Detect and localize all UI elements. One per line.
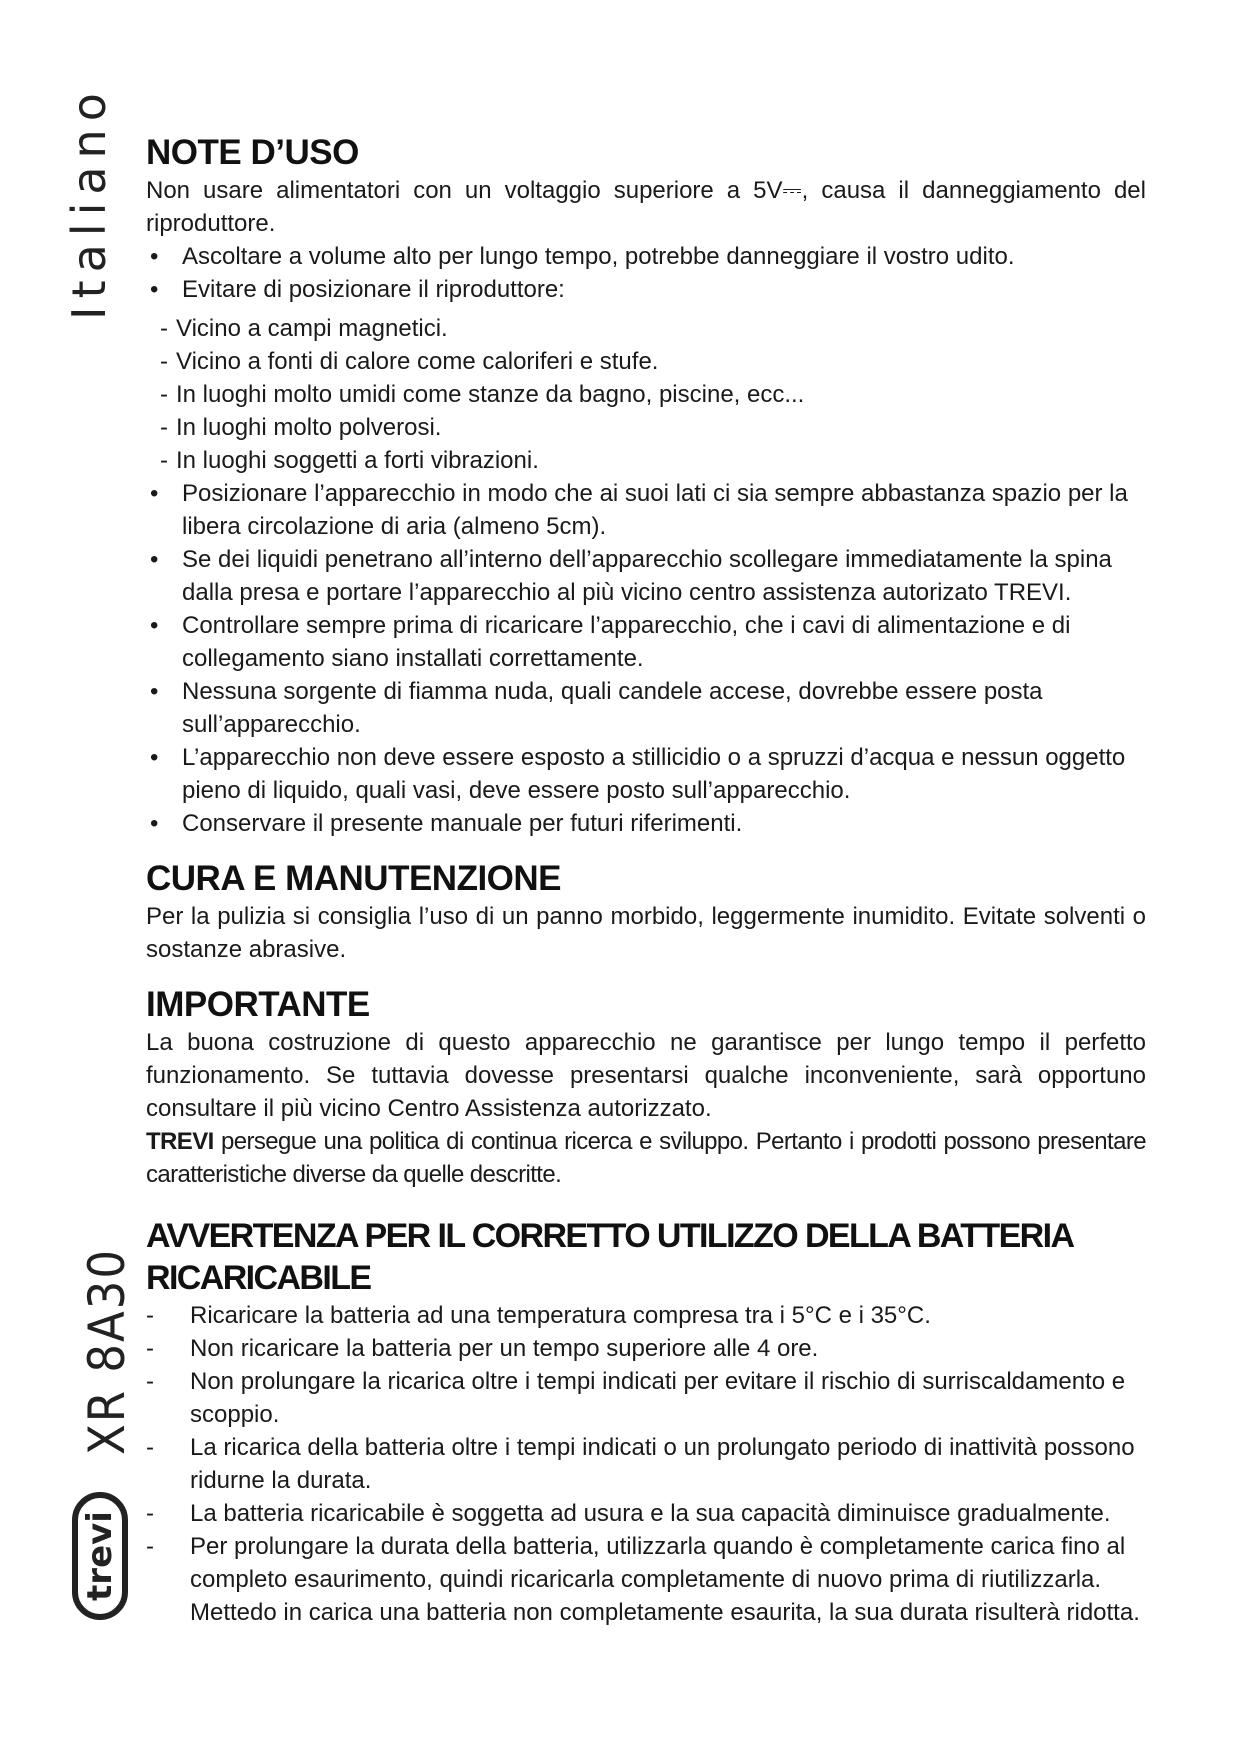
model-label: XR 8A30: [78, 1248, 136, 1455]
notes-bullets-bottom: [146, 477, 1146, 840]
list-item: [146, 609, 1146, 675]
list-item: [160, 378, 1146, 411]
bullet-mark: •: [150, 480, 159, 507]
dash-mark: -: [160, 381, 168, 408]
section-title-note-uso: NOTE D’USO: [146, 133, 359, 172]
bullet-mark: •: [150, 810, 159, 837]
section-cura: [146, 858, 1146, 966]
bullet-mark: •: [150, 744, 159, 771]
list-item: [160, 345, 1146, 378]
importante-text: La buona costruzione di questo apparecchio ne garantisce per lungo tempo il perfetto funzionamento. Se tuttavia dovesse presentarsi qualche inconveniente, sarà opportuno consultare il più vicino Centro Assistenza autorizzato.: [146, 1029, 1146, 1122]
list-item: [146, 1299, 1146, 1332]
list-item: [146, 240, 1146, 273]
list-item-text: In luoghi molto umidi come stanze da bagno, piscine, ecc...: [176, 381, 805, 408]
bullet-mark: •: [150, 612, 159, 639]
dash-mark: -: [146, 1434, 154, 1461]
list-item-text: Posizionare l’apparecchio in modo che ai suoi lati ci sia sempre abbastanza spazio per la libera circolazione di aria (almeno 5cm).: [182, 480, 1128, 540]
dash-mark: -: [146, 1335, 154, 1362]
trevi-logo-text: trevi: [80, 1511, 120, 1601]
dash-mark: -: [146, 1500, 154, 1527]
list-item-text: Controllare sempre prima di ricaricare l’apparecchio, che i cavi di alimentazione e di collegamento siano installati correttamente.: [182, 612, 1071, 672]
list-item: [146, 807, 1146, 840]
dash-mark: -: [160, 348, 168, 375]
list-item-text: In luoghi molto polverosi.: [176, 414, 442, 441]
list-item-text: Evitare di posizionare il riproduttore:: [182, 276, 565, 303]
notes-sub-items: [160, 312, 1146, 477]
trevi-logo-icon: [72, 1492, 128, 1620]
list-item-text: Conservare il presente manuale per futuri riferimenti.: [182, 810, 743, 837]
list-item: [146, 1365, 1146, 1431]
list-item-text: Nessuna sorgente di fiamma nuda, quali candele accese, dovrebbe essere posta sull’apparecchio.: [182, 678, 1043, 738]
bullet-mark: •: [150, 546, 159, 573]
section-avvertenza: [146, 1215, 1146, 1629]
list-item-text: Ascoltare a volume alto per lungo tempo, potrebbe danneggiare il vostro udito.: [182, 243, 1015, 270]
brand-paragraph-text: persegue una politica di continua ricerca e sviluppo. Pertanto i prodotti possono presentare caratteristiche diverse da quelle descritte.: [146, 1128, 1146, 1188]
list-item-text: L’apparecchio non deve essere esposto a stillicidio o a spruzzi d’acqua e nessun oggetto pieno di liquido, quali vasi, deve essere posto sull’apparecchio.: [182, 744, 1126, 804]
dash-mark: -: [146, 1302, 154, 1329]
list-item-text: Vicino a fonti di calore come caloriferi e stufe.: [176, 348, 659, 375]
list-item-text: Se dei liquidi penetrano all’interno dell’apparecchio scollegare immediatamente la spina dalla presa e portare l’apparecchio al più vicino centro assistenza autorizato TREVI.: [182, 546, 1112, 606]
section-title-cura: CURA E MANUTENZIONE: [146, 859, 562, 898]
brand-name: TREVI: [146, 1128, 214, 1155]
notes-bullets-top: [146, 240, 1146, 306]
dash-mark: -: [160, 414, 168, 441]
list-item-text: La ricarica della batteria oltre i tempi indicati o un prolungato periodo di inattività possono ridurne la durata.: [190, 1434, 1135, 1494]
list-item: [146, 1431, 1146, 1497]
list-item: [146, 1497, 1146, 1530]
list-item-text: Ricaricare la batteria ad una temperatura compresa tra i 5°C e i 35°C.: [190, 1302, 931, 1329]
list-item-text: Non ricaricare la batteria per un tempo superiore alle 4 ore.: [190, 1335, 819, 1362]
list-item: [146, 1530, 1146, 1629]
list-item: [146, 477, 1146, 543]
importante-brand-paragraph: [146, 1125, 1146, 1191]
list-item-text: Per prolungare la durata della batteria, utilizzarla quando è completamente carica fino al completo esaurimento, quindi ricaricarla completamente di nuovo prima di riutilizzarla. Mettedo in carica una batteria non completamente esaurita, la sua durata risulterà ridotta.: [190, 1533, 1140, 1626]
language-label: Italiano: [62, 85, 116, 320]
list-item-text: Vicino a campi magnetici.: [176, 315, 448, 342]
section-title-importante: IMPORTANTE: [146, 985, 370, 1024]
list-item: [146, 543, 1146, 609]
list-item: [160, 312, 1146, 345]
section-title-avvertenza: AVVERTENZA PER IL CORRETTO UTILIZZO DELLA BATTERIA RICARICABILE: [146, 1217, 1073, 1297]
list-item: [146, 675, 1146, 741]
avvertenza-list: [146, 1299, 1146, 1629]
section-importante: [146, 984, 1146, 1191]
dash-mark: -: [160, 315, 168, 342]
dash-mark: -: [146, 1533, 154, 1560]
list-item-text: La batteria ricaricabile è soggetta ad usura e la sua capacità diminuisce gradualmente.: [190, 1500, 1111, 1527]
section-note-uso: [146, 132, 1146, 840]
list-item-text: Non prolungare la ricarica oltre i tempi indicati per evitare il rischio di surriscaldamento e scoppio.: [190, 1368, 1126, 1428]
notes-intro: Non usare alimentatori con un voltaggio superiore a 5V⎓, causa il danneggiamento del riproduttore.: [146, 177, 1146, 237]
list-item: [146, 741, 1146, 807]
list-item-text: In luoghi soggetti a forti vibrazioni.: [176, 447, 539, 474]
dash-mark: -: [146, 1368, 154, 1395]
list-item: [160, 444, 1146, 477]
bullet-mark: •: [150, 276, 159, 303]
list-item: [160, 411, 1146, 444]
bullet-mark: •: [150, 243, 159, 270]
bullet-mark: •: [150, 678, 159, 705]
list-item: [146, 273, 1146, 306]
cura-text: Per la pulizia si consiglia l’uso di un panno morbido, leggermente inumidito. Evitate solventi o sostanze abrasive.: [146, 903, 1146, 963]
list-item: [146, 1332, 1146, 1365]
document-body: [146, 132, 1146, 1629]
dash-mark: -: [160, 447, 168, 474]
